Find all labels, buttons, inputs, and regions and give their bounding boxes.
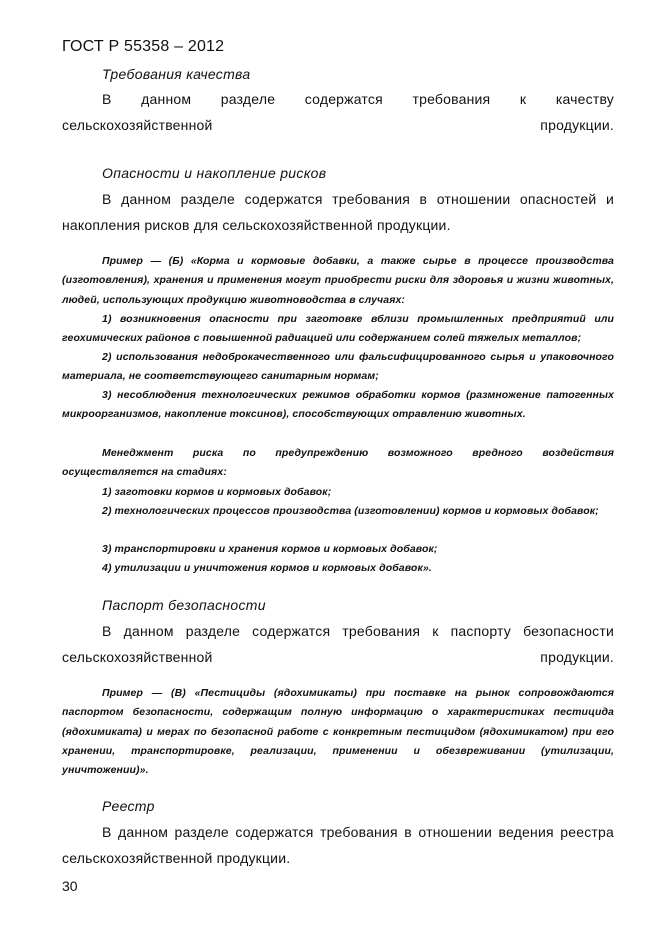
section-heading-hazards: Опасности и накопление рисков	[102, 165, 327, 181]
example-paragraph: Менеджмент риска по предупреждению возможного вредного воздействия осуществляется на стадиях:	[62, 447, 614, 479]
example-paragraph: 2) использования недоброкачественного или фальсифицированного сырья и упаковочного материала, не соответствующего санитарным нормам;	[62, 351, 614, 383]
example-paragraph: Пример — (В) «Пестициды (ядохимикаты) при поставке на рынок сопровождаются паспортом безопасности, содержащим полную информацию о характеристиках пестицида (ядохимиката) и мерах по безопасной работе с конкретным пестицидом (ядохимикатом) при его хранении, транспортировке, реализации, применении и обезвреживании (утилизации, уничтожении)».	[62, 687, 614, 777]
document-header: ГОСТ Р 55358 – 2012	[62, 38, 225, 55]
example-paragraph: 3) транспортировки и хранения кормов и кормовых добавок;	[102, 543, 438, 555]
section-heading-quality: Требования качества	[102, 66, 251, 82]
page-number: 30	[62, 878, 78, 894]
example-paragraph: 3) несоблюдения технологических режимов обработки кормов (размножение патогенных микроорганизмов, накопление токсинов), способствующих отравлению животных.	[62, 389, 614, 421]
section-text-registry: В данном разделе содержатся требования в отношении ведения реестра сельскохозяйственной продукции.	[62, 824, 614, 866]
example-paragraph: 4) утилизации и уничтожения кормов и кормовых добавок».	[102, 562, 432, 574]
example-paragraph: 1) возникновения опасности при заготовке вблизи промышленных предприятий или геохимических районов с повышенной радиацией или содержанием солей тяжелых металлов;	[62, 313, 614, 345]
section-heading-registry: Реестр	[102, 798, 155, 814]
section-text-quality: В данном разделе содержатся требования к качеству сельскохозяйственной продукции.	[62, 91, 614, 133]
example-paragraph: 1) заготовки кормов и кормовых добавок;	[102, 486, 332, 498]
section-text-passport: В данном разделе содержатся требования к паспорту безопасности сельскохозяйственной продукции.	[62, 623, 614, 665]
example-paragraph: Пример — (Б) «Корма и кормовые добавки, а также сырье в процессе производства (изготовления), хранения и применения могут приобрести риски для здоровья и жизни животных, людей, использующих продукцию животноводства в случаях:	[62, 255, 614, 306]
example-paragraph: 2) технологических процессов производства (изготовлении) кормов и кормовых добавок;	[102, 505, 599, 517]
section-heading-passport: Паспорт безопасности	[102, 597, 266, 613]
section-text-hazards: В данном разделе содержатся требования в отношении опасностей и накопления рисков для сельскохозяйственной продукции.	[62, 191, 614, 233]
